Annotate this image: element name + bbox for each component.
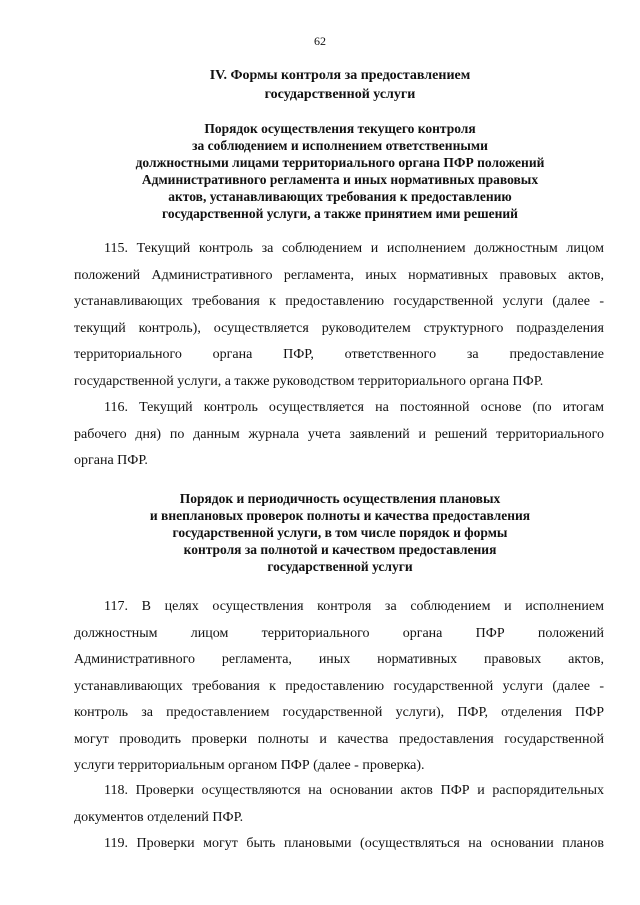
subsection-title bbox=[60, 490, 620, 575]
text-line: устанавливающих требования к предоставлению государственной услуги (далее - bbox=[74, 678, 604, 694]
text-line: документов отделений ПФР. bbox=[74, 809, 244, 825]
text-line: 119. Проверки могут быть плановыми (осуществляться на основании планов bbox=[104, 836, 604, 851]
subsection-title-line: Административного регламента и иных нормативных правовых bbox=[141, 172, 539, 187]
text-line: государственной услуги, а также руководством территориального органа ПФР. bbox=[74, 373, 544, 389]
text-line: 117. В целях осуществления контроля за соблюдением и исполнением bbox=[104, 599, 604, 614]
subsection-title-line: контроля за полнотой и качеством предоставления bbox=[183, 542, 497, 557]
text-line: устанавливающих требования к предоставлению государственной услуги (далее - bbox=[74, 294, 604, 309]
text-line: рабочего дня) по данным журнала учета заявлений и решений территориального bbox=[74, 426, 604, 442]
subsection-title-line: должностными лицами территориального органа ПФР положений bbox=[135, 155, 545, 170]
text-line: 116. Текущий контроль осуществляется на постоянной основе (по итогам bbox=[104, 400, 604, 415]
section-title-line: государственной услуги bbox=[264, 87, 416, 102]
text-line: положений Административного регламента, иных нормативных правовых актов, bbox=[74, 267, 604, 283]
paragraph-116 bbox=[74, 395, 604, 475]
subsection-title-line: и внеплановых проверок полноты и качества предоставления bbox=[149, 508, 531, 523]
section-title bbox=[60, 66, 620, 104]
paragraph-118 bbox=[74, 778, 604, 831]
subsection-title-line: государственной услуги, а также принятием ими решений bbox=[162, 206, 518, 221]
text-line: текущий контроль), осуществляется руководителем структурного подразделения bbox=[74, 320, 604, 336]
text-line: 118. Проверки осуществляются на основании актов ПФР и распорядительных bbox=[104, 783, 604, 798]
subsection-title-line: государственной услуги bbox=[267, 559, 413, 574]
page-number: 62 bbox=[314, 34, 326, 48]
text-line: органа ПФР. bbox=[74, 453, 148, 468]
text-line: контроль за предоставлением государственной услуги), ПФР, отделения ПФР bbox=[74, 705, 604, 720]
text-line: услуги территориальным органом ПФР (далее - проверка). bbox=[74, 758, 425, 773]
subsection-title-line: Порядок и периодичность осуществления плановых bbox=[179, 491, 501, 506]
subsection-title-line: государственной услуги, в том числе порядок и формы bbox=[172, 525, 508, 540]
paragraph-117 bbox=[74, 594, 604, 780]
section-title-line: IV. Формы контроля за предоставлением bbox=[209, 68, 471, 83]
paragraph-115 bbox=[74, 236, 604, 395]
text-line: 115. Текущий контроль за соблюдением и исполнением должностным лицом bbox=[104, 241, 604, 256]
subsection-title-line: за соблюдением и исполнением ответственными bbox=[192, 138, 488, 153]
text-line: Административного регламента, иных нормативных правовых актов, bbox=[74, 652, 604, 667]
subsection-title-line: актов, устанавливающих требования к предоставлению bbox=[168, 189, 512, 204]
text-line: могут проводить проверки полноты и качества предоставления государственной bbox=[74, 731, 604, 747]
paragraph-119 bbox=[74, 831, 604, 858]
subsection-title bbox=[60, 120, 620, 222]
text-line: территориального органа ПФР, ответственного за предоставление bbox=[74, 347, 604, 362]
subsection-title-line: Порядок осуществления текущего контроля bbox=[204, 121, 476, 136]
text-line: должностным лицом территориального органа ПФР положений bbox=[74, 625, 604, 641]
